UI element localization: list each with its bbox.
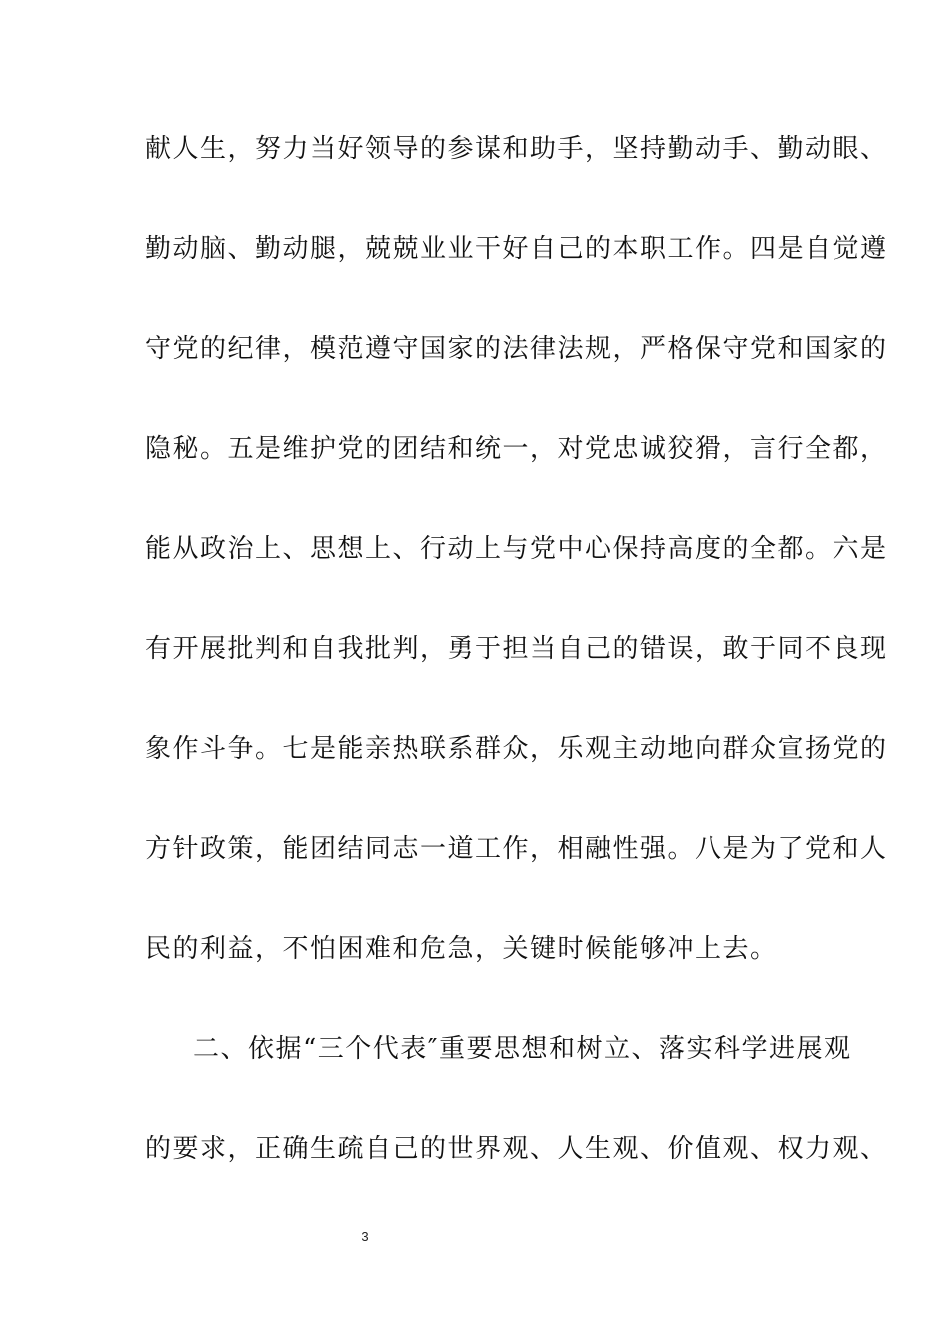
body-text-line: 方针政策，能团结同志一道工作，相融性强。八是为了党和人 [145, 834, 888, 864]
section-heading-line: 二、依据“三个代表″重要思想和树立、落实科学进展观 [193, 1034, 852, 1064]
body-text-line: 隐秘。五是维护党的团结和统一，对党忠诚狡猾，言行全都， [145, 434, 888, 464]
body-text-line: 象作斗争。七是能亲热联系群众，乐观主动地向群众宣扬党的 [145, 734, 888, 764]
body-text-line: 能从政治上、思想上、行动上与党中心保持高度的全都。六是 [145, 534, 888, 564]
body-text-line: 民的利益，不怕困难和危急，关键时候能够冲上去。 [145, 934, 778, 964]
body-text-line: 勤动脑、勤动腿，兢兢业业干好自己的本职工作。四是自觉遵 [145, 234, 888, 264]
body-text-line: 守党的纪律，模范遵守国家的法律法规，严格保守党和国家的 [145, 334, 888, 364]
page-number: 3 [361, 1229, 369, 1244]
body-text-line: 的要求，正确生疏自己的世界观、人生观、价值观、权力观、 [145, 1134, 888, 1164]
body-text-line: 有开展批判和自我批判，勇于担当自己的错误，敢于同不良现 [145, 634, 888, 664]
body-text-line: 献人生，努力当好领导的参谋和助手，坚持勤动手、勤动眼、 [145, 134, 888, 164]
